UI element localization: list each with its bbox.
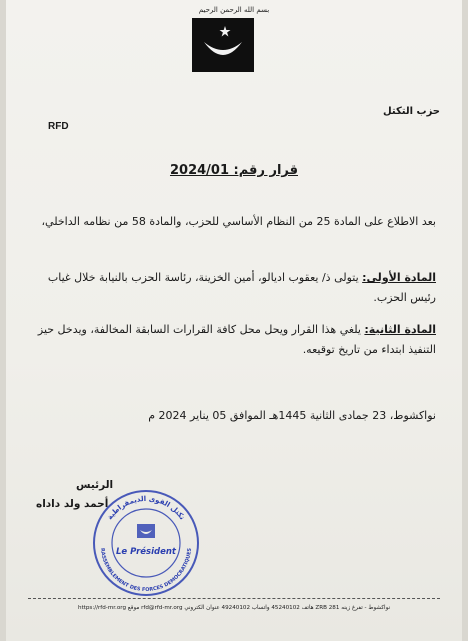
decision-title: قرار رقم: 2024/01 xyxy=(169,163,298,178)
party-logo xyxy=(192,18,254,72)
article-1-text: يتولى ذ/ يعقوب اديالو، أمين الخزينة، رئاسة الحزب بالنيابة خلال غياب رئيس الحزب. xyxy=(47,271,436,304)
letter-page xyxy=(6,0,462,641)
article-2-label: المادة الثانية: xyxy=(364,323,436,336)
footer-divider xyxy=(28,598,440,599)
article-2-text: يلغي هذا القرار ويحل محل كافة القرارات السابقة المخالفة، ويدخل حيز التنفيذ ابتداء من تاريخ توقيعه. xyxy=(37,323,436,356)
party-abbreviation: RFD xyxy=(48,121,69,132)
article-1-label: المادة الأولى: xyxy=(362,271,436,284)
president-title: الرئيس xyxy=(76,479,114,491)
footer-contact: نواكشوط - تفرغ زينه 281 ZRB هاتف 45240102 واتساب 49240102 عنوان الكتروني rfd@rfd-mr.org موقع https://rfd-mr.org xyxy=(77,605,391,611)
stamp-center-text: Le Président xyxy=(115,547,177,557)
stamp-arabic-text: تكتل القوى الديمقراطية xyxy=(105,494,187,522)
article-1 xyxy=(34,268,436,308)
stamp-french-text: RASSEMBLEMENT DES FORCES DEMOCRATIQUES xyxy=(99,547,193,594)
date-line: نواكشوط، 23 جمادى الثانية 1445هـ الموافق 05 يناير 2024 م xyxy=(148,409,436,422)
president-name: أحمد ولد داداه xyxy=(36,498,109,510)
official-stamp xyxy=(91,488,201,598)
basmala: بسم الله الرحمن الرحيم xyxy=(198,6,270,14)
crescent-star-icon xyxy=(192,18,254,72)
preamble: بعد الاطلاع على المادة 25 من النظام الأساسي للحزب، والمادة 58 من نظامه الداخلي، xyxy=(41,215,436,228)
article-2 xyxy=(34,320,436,360)
party-name: حزب التكتل xyxy=(382,106,440,117)
